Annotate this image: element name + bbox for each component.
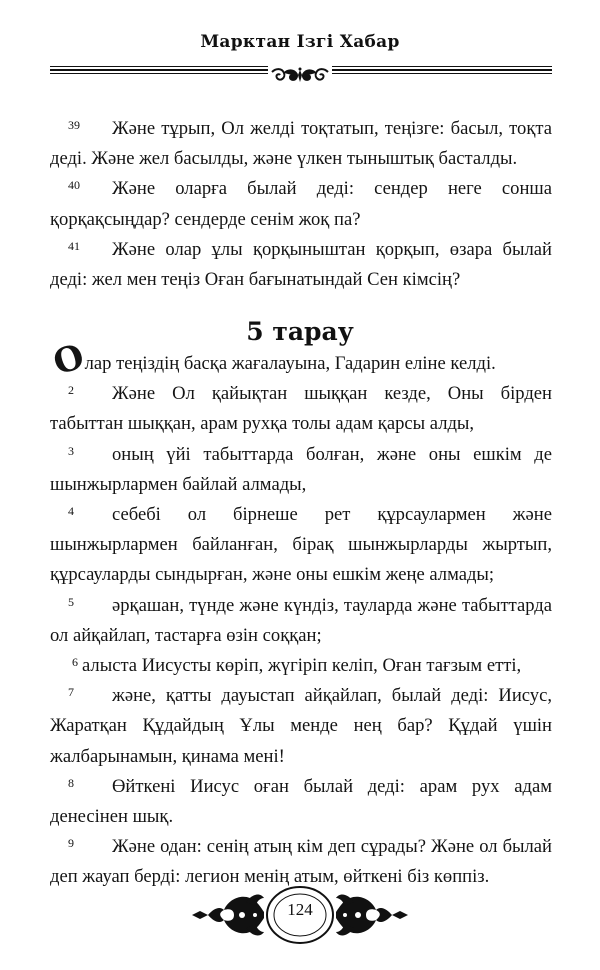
verse-text: Және оларға былай деді: сендер неге сонша қорқақсыңдар? сендерде сенім жоқ па? [50,178,552,230]
verse-4 [50,500,552,591]
verse-number: 7 [68,685,74,700]
floral-scroll-divider-icon [268,66,332,86]
verse-number: 2 [68,383,74,398]
verse-8 [50,772,552,832]
verse-number: 9 [68,836,74,851]
running-head: Марктан Ізгі Хабар [200,32,400,52]
verse-5 [50,591,552,651]
verse-number: 39 [68,118,80,132]
verse-number: 5 [68,594,74,609]
verse-40 [50,174,552,234]
verses-block-chapter-4 [50,114,552,295]
verse-text: оның үйі табыттарда болған, және оны ешкім де шынжырлармен байлай алмады, [50,443,552,495]
verse-number: 41 [68,238,80,253]
verse-text: әрқашан, түнде және күндіз, тауларда және табыттарда ол айқайлап, тастарға өзін соққан; [50,594,552,646]
verses-block-chapter-5 [48,336,552,893]
verse-number: 8 [68,775,74,790]
verse-text: себебі ол бірнеше рет құрсаулармен және шынжырлармен байланған, бірақ шынжырларды жыртып, құрсауларды сындырған, және оны ешкім жеңе алмады; [50,504,552,586]
verse-1 [48,336,552,384]
verse-6 [50,651,552,681]
verse-text: лар теңіздің басқа жағалауына, Гадарин еліне келді. [84,353,496,374]
verse-3 [50,440,552,500]
verse-number: 40 [68,178,80,193]
verse-text: Және олар ұлы қорқыныштан қорқып, өзара былай деді: жел мен теңіз Оған бағынатындай Сен кімсің? [50,238,552,291]
verse-41 [50,235,552,295]
verse-number: 4 [68,504,74,519]
verse-number: 6 [72,655,78,670]
verse-number: 3 [68,443,74,458]
verse-39 [50,114,552,174]
verse-text: Және одан: сенің атың кім деп сұрады? Және ол былай деп жауап берді: легион менің атым, өйткені біз көппіз. [50,836,552,888]
verse-text: Және тұрып, Ол желді тоқтатып, теңізге: басыл, тоқта деді. Және жел басылды, және үлкен тыныштық басталды. [50,118,552,170]
verse-text: алыста Иисусты көріп, жүгіріп келіп, Оған тағзым етті, [82,655,522,677]
drop-cap: О [48,336,90,384]
verse-7 [50,681,552,772]
verse-text: және, қатты дауыстап айқайлап, былай деді: Иисус, Жаратқан Құдайдың Ұлы менде нең бар? Құдай үшін жалбарынамын, қинама мені! [50,685,552,767]
page-number: 124 [287,900,313,919]
verse-text: Және Ол қайықтан шыққан кезде, Оны бірден табыттан шыққан, арам рухқа толы адам қарсы алды, [50,383,552,435]
verse-text: Өйткені Иисус оған былай деді: арам рух адам денесінен шық. [50,775,552,828]
chapter-title: 5 тарау [246,317,354,346]
verse-2 [50,379,552,439]
